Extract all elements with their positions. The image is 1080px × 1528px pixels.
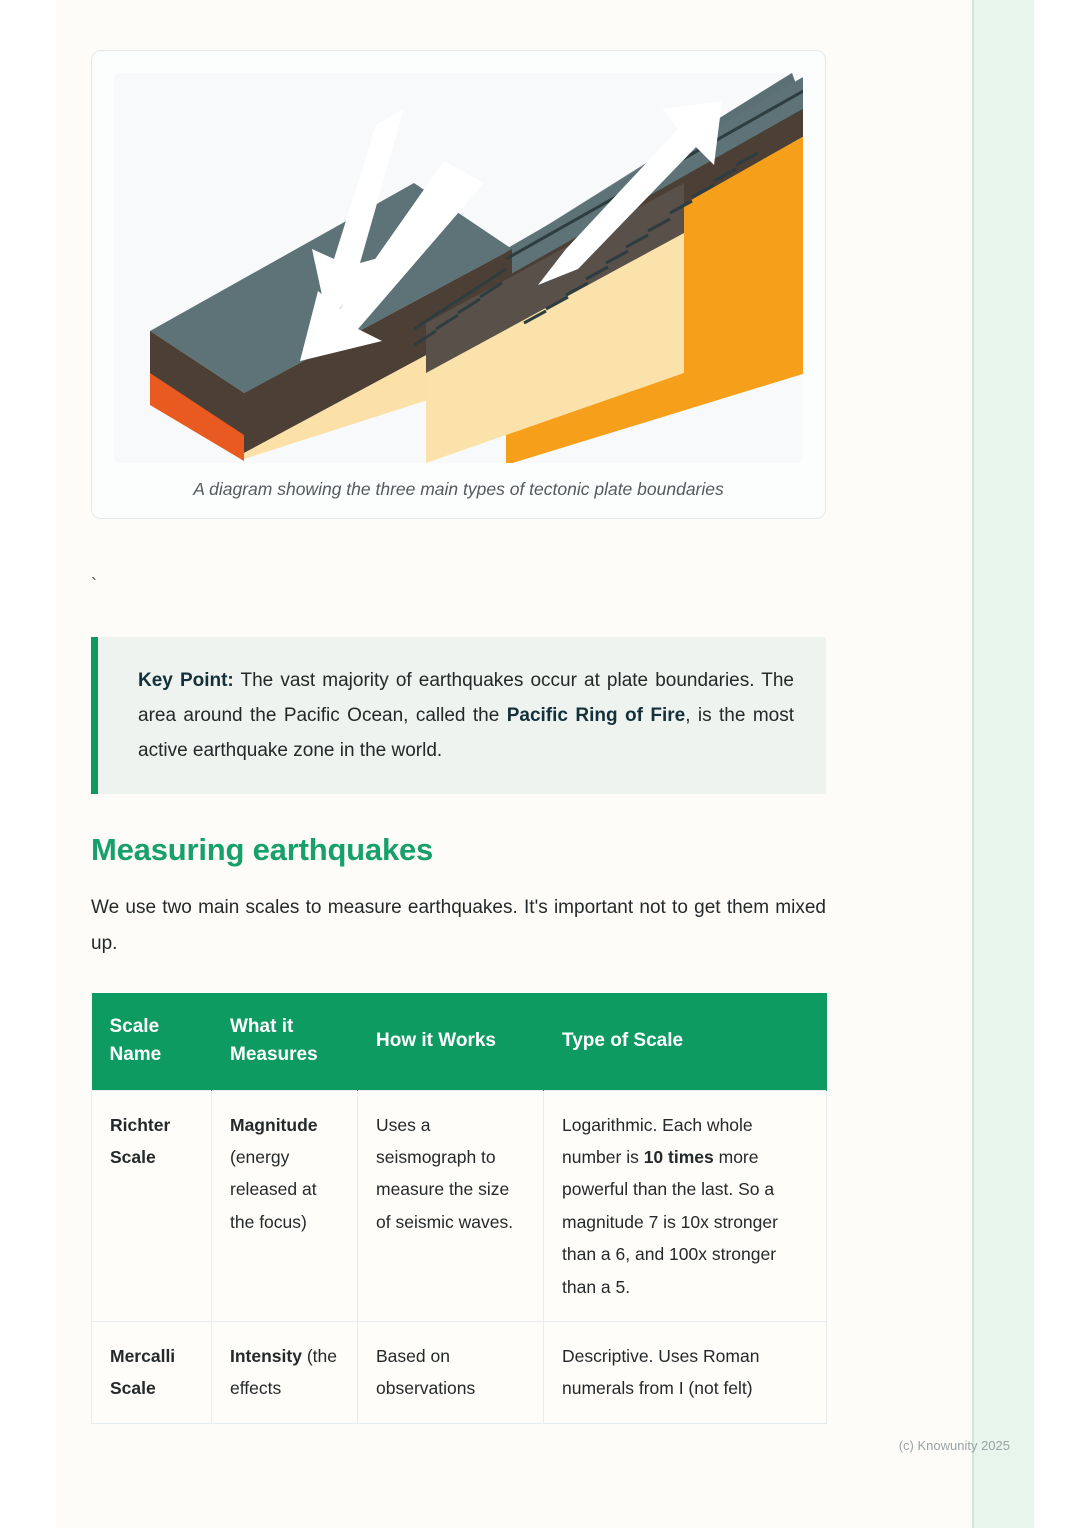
cell-type-of-scale [544,1090,827,1321]
table-header-how-it-works: How it Works [358,993,544,1091]
table-row [92,1090,827,1321]
cell-scale-name [92,1321,212,1423]
key-point-bold-term: Pacific Ring of Fire [506,705,686,727]
cell-type-text-1: Logarithmic. Each whole number is [562,1114,753,1168]
cell-scale-name [92,1090,212,1321]
table-header-what-it-measures: What it Measures [212,993,358,1091]
key-point-text-2: , is the most active earthquake zone in the world. [138,705,794,762]
cell-measures-bold: Magnitude [230,1114,318,1135]
cell-how-it-works: Based on observations [358,1321,544,1423]
cell-measures [212,1090,358,1321]
table-header-scale-name: Scale Name [92,993,212,1091]
table-header-row [92,993,827,1091]
figure-card [91,50,826,519]
copyright-note: (c) Knowunity 2025 [898,1438,1010,1453]
key-point-label: Key Point: [138,670,234,691]
cell-type-text-1: Descriptive. Uses Roman numerals from I (not felt) [562,1345,760,1399]
cell-how-it-works: Uses a seismograph to measure the size of seismic waves. [358,1090,544,1321]
section-intro-paragraph: We use two main scales to measure earthquakes. It's important not to get them mixed up. [91,897,826,954]
page-content [91,50,826,1424]
cell-type-text-2: more powerful than the last. So a magnitude 7 is 10x stronger than a 6, and 100x stronger than a 5. [562,1147,778,1297]
tectonic-plate-boundary-block-diagram [114,73,803,463]
key-point-paragraph [138,663,794,768]
table-header-type-of-scale: Type of Scale [544,993,827,1091]
cell-measures-rest: (the effects [230,1345,337,1399]
cell-scale-name-text: Mercalli Scale [110,1345,176,1399]
key-point-callout [91,637,826,794]
figure-caption: A diagram showing the three main types of tectonic plate boundaries [193,479,724,499]
page-side-strip [972,0,1034,1528]
cell-type-bold: 10 times [643,1147,714,1168]
cell-measures [212,1321,358,1423]
cell-measures-bold: Intensity [230,1345,302,1366]
scales-comparison-table [91,993,827,1424]
page-margin-left [0,0,56,1528]
cell-type-of-scale [544,1321,827,1423]
cell-scale-name-text: Richter Scale [110,1114,171,1168]
cell-measures-rest: (energy released at the focus) [230,1147,317,1232]
stray-backtick-text: ` [91,575,97,595]
table-row [92,1321,827,1423]
section-heading: Measuring earthquakes [91,832,434,868]
page-margin-right [1034,0,1080,1528]
key-point-text-1: The vast majority of earthquakes occur at plate boundaries. The area around the Pacific Ocean, called the [138,670,794,727]
